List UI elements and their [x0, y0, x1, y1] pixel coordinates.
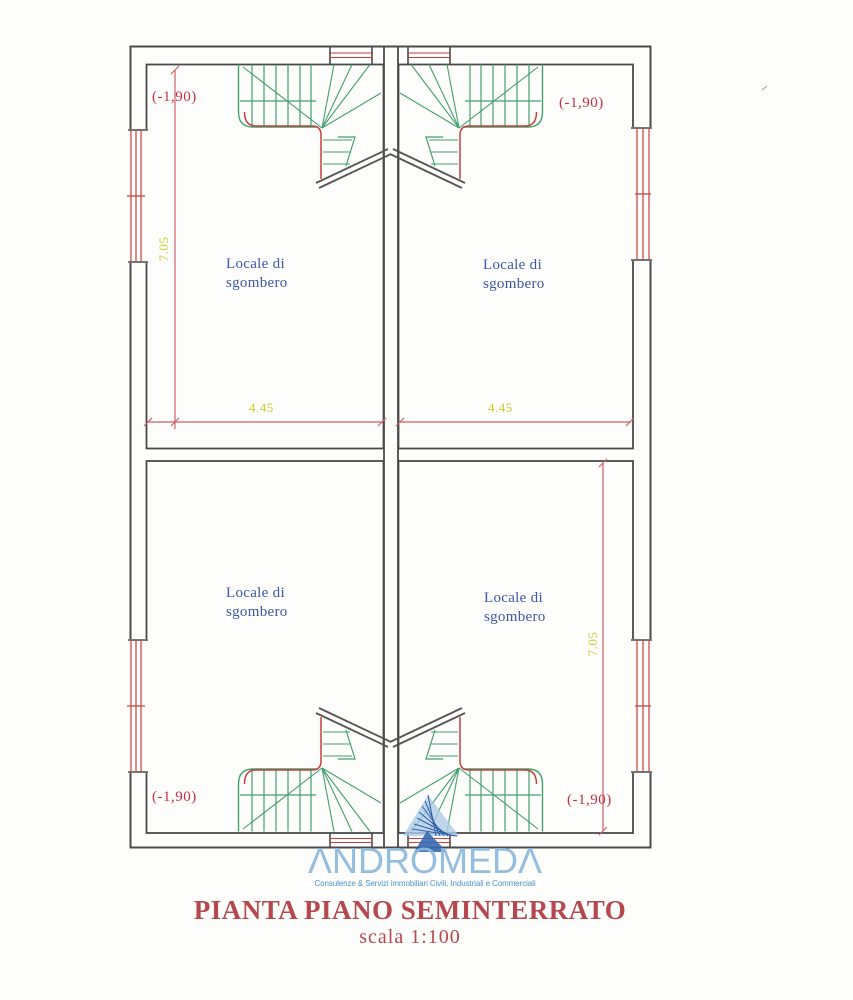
dimension-line-left-width — [144, 418, 386, 426]
dimension-text-left-height: 7.05 — [156, 236, 171, 262]
dimension-text-right-width: 4.45 — [488, 400, 513, 415]
dimension-text-left-width: 4.45 — [249, 400, 274, 415]
scan-speck — [762, 86, 767, 90]
stair-bottom-right — [390, 708, 543, 832]
outer-wall — [131, 47, 651, 848]
window-left-upper — [126, 129, 149, 263]
level-label-top-left: (-1,90) — [152, 89, 197, 105]
room-label-top-left — [226, 255, 288, 293]
dimension-line-left-height — [171, 66, 179, 429]
room-label-line1: Locale di — [226, 585, 285, 601]
walls — [131, 47, 651, 848]
stair-top-right — [390, 65, 543, 189]
opening-top-right — [408, 47, 450, 65]
room-outline-bottom-left — [147, 461, 384, 833]
room-label-line2: sgombero — [226, 604, 288, 620]
dimension-text-right-height: 7.05 — [585, 631, 600, 657]
room-label-bottom-right — [484, 589, 546, 627]
logo-tagline-text: Consulenze & Servizi immobiliari Civili, Industriali e Commerciali — [314, 879, 536, 888]
room-label-bottom-left — [226, 584, 288, 622]
room-label-line2: sgombero — [226, 275, 288, 291]
room-label-line1: Locale di — [484, 590, 543, 606]
stair-top-left — [239, 65, 392, 189]
plan-scale: scala 1:100 — [359, 926, 461, 948]
level-label-top-right: (-1,90) — [559, 95, 604, 111]
room-label-line2: sgombero — [484, 609, 546, 625]
level-label-bottom-left: (-1,90) — [152, 789, 197, 805]
window-left-lower — [126, 639, 149, 773]
room-label-top-right — [483, 256, 545, 294]
windows — [126, 47, 654, 848]
room-label-line2: sgombero — [483, 276, 545, 292]
stair-bottom-left — [239, 708, 392, 832]
opening-top-left — [330, 47, 372, 65]
dimension-lines — [144, 66, 634, 835]
logo-brand-text: ΛNDROMEDΛ — [307, 840, 543, 881]
window-right-upper — [630, 127, 654, 261]
level-label-bottom-right: (-1,90) — [567, 792, 612, 808]
room-label-line1: Locale di — [226, 256, 285, 272]
dimension-line-right-height — [599, 459, 607, 835]
room-label-line1: Locale di — [483, 257, 542, 273]
window-right-lower — [630, 639, 654, 773]
plan-title: PIANTA PIANO SEMINTERRATO — [193, 895, 627, 925]
dimension-line-right-width — [396, 418, 634, 426]
